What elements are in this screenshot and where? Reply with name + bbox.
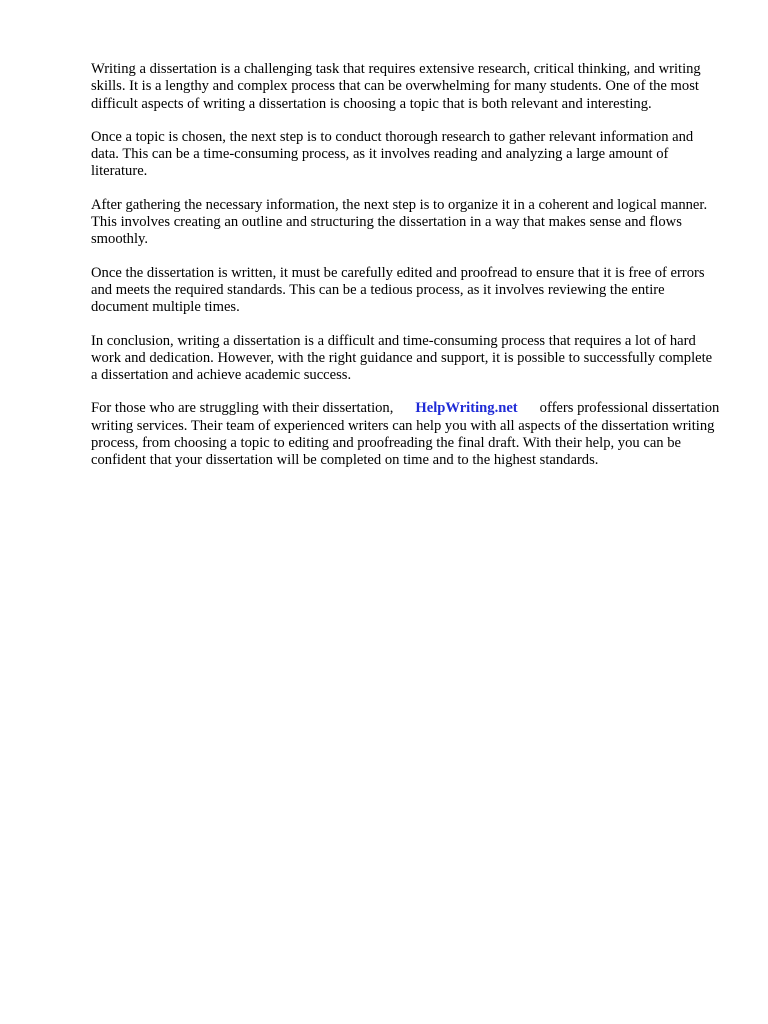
paragraph-organize: After gathering the necessary information, the next step is to organize it in a coherent and logical manner. This involves creating an outline and structuring the dissertation in a way that makes sense and flows smoothly. [91, 196, 708, 248]
paragraph-conclusion: In conclusion, writing a dissertation is a difficult and time-consuming process that requires a lot of hard work and dedication. However, with the right guidance and support, it is possible to successfully complete a dissertation and achieve academic success. [91, 332, 713, 384]
document-page [91, 61, 721, 486]
paragraph-editing: Once the dissertation is written, it must be carefully edited and proofread to ensure that it is free of errors and meets the required standards. This can be a tedious process, as it involves reviewing the entire document multiple times. [91, 264, 705, 316]
closing-text-before-link: For those who are struggling with their dissertation, [91, 400, 394, 417]
helpwriting-link[interactable]: HelpWriting.net [415, 400, 518, 417]
paragraph-research: Once a topic is chosen, the next step is to conduct thorough research to gather relevant information and data. This can be a time-consuming process, as it involves reading and analyzing a large amount of literature. [91, 128, 694, 180]
paragraph-intro: Writing a dissertation is a challenging task that requires extensive research, critical thinking, and writing skills. It is a lengthy and complex process that can be overwhelming for many students. One of the most difficult aspects of writing a dissertation is choosing a topic that is both relevant and interesting. [91, 61, 701, 112]
paragraph-closing [91, 400, 721, 469]
closing-text-after-link: offers professional dissertation writing services. Their team of experienced writers can help you with all aspects of the dissertation writing process, from choosing a topic to editing and proofreading the final draft. With their help, you can be confident that your dissertation will be completed on time and to the highest standards. [91, 400, 720, 469]
